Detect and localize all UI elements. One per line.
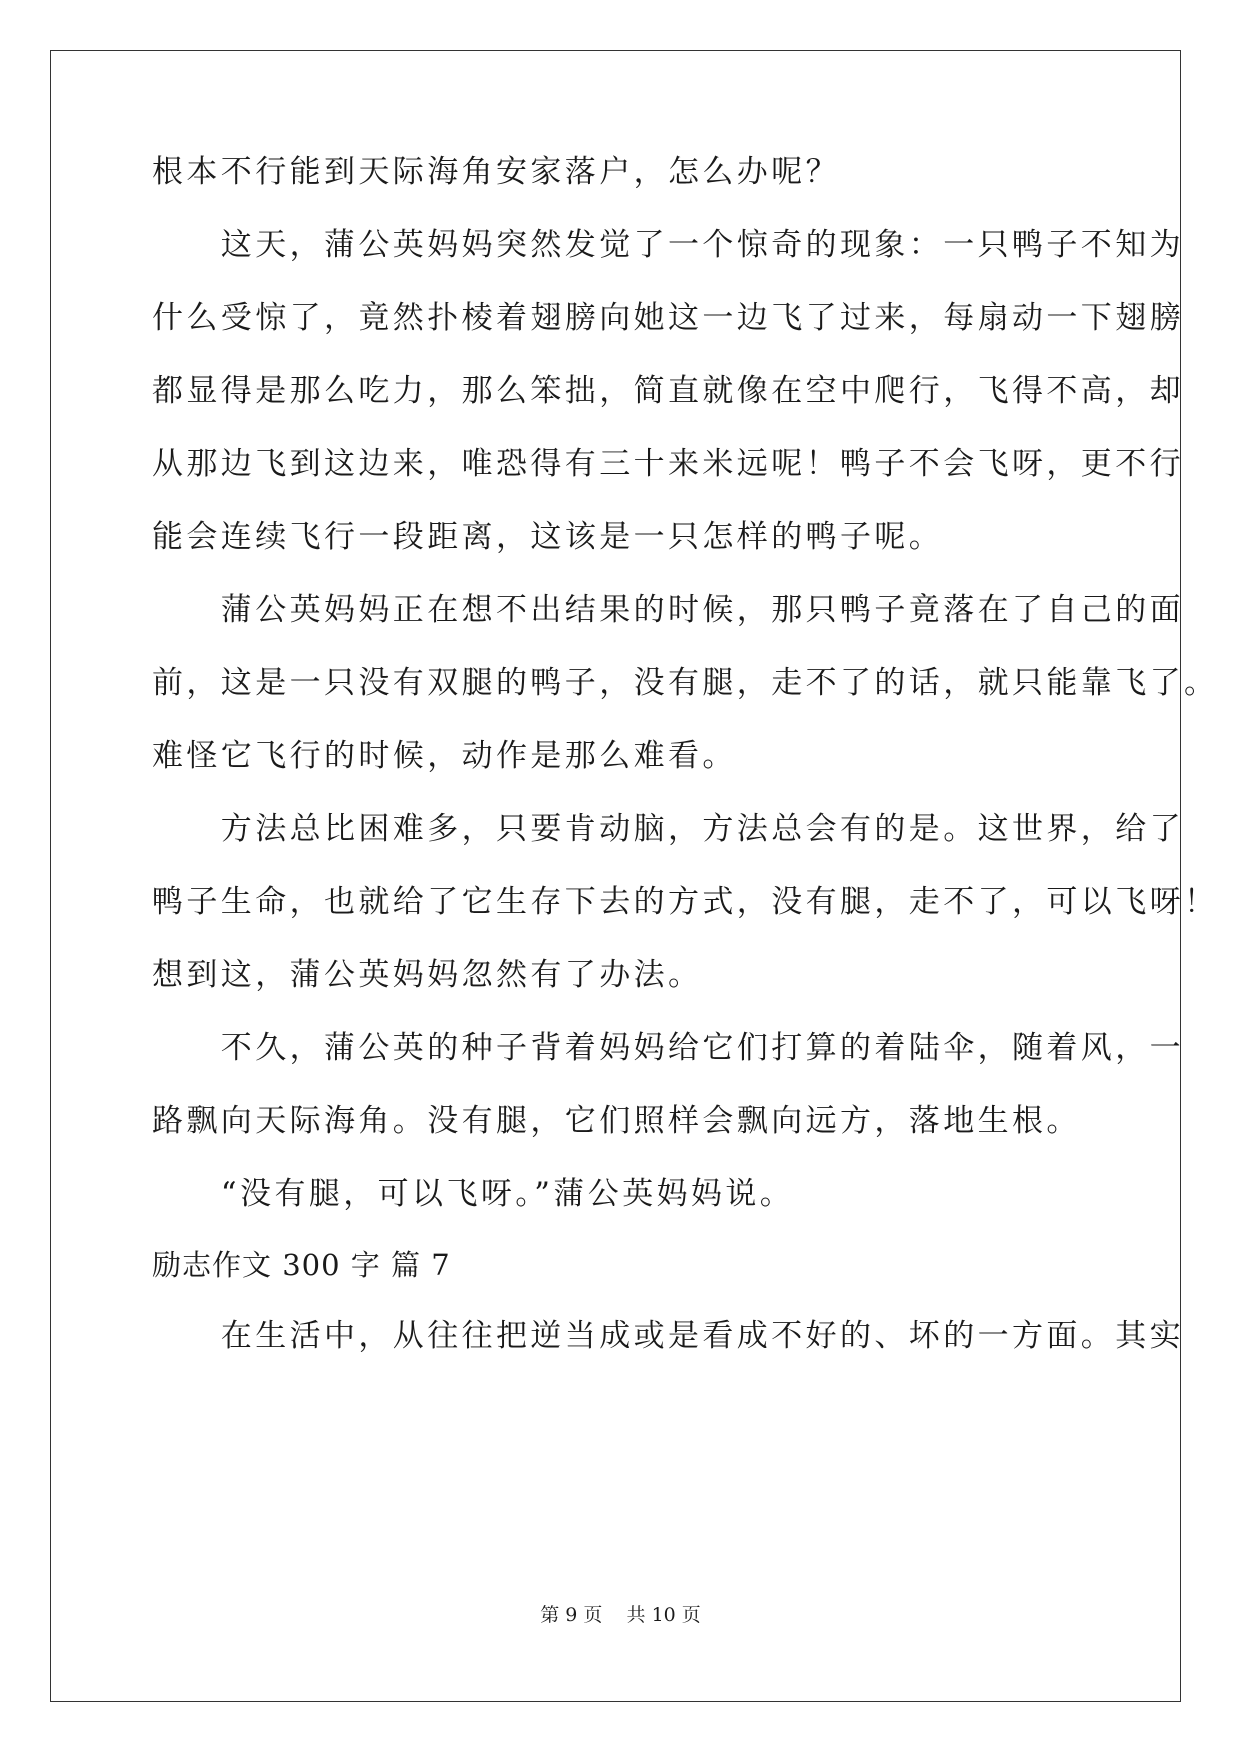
- paragraph-line: 前，这是一只没有双腿的鸭子，没有腿，走不了的话，就只能靠飞了。: [152, 665, 1219, 701]
- paragraph-line: 根本不行能到天际海角安家落户，怎么办呢？: [152, 154, 840, 190]
- page-footer: 第 9 页 共 10 页: [540, 1604, 701, 1626]
- paragraph-line: 能会连续飞行一段距离，这该是一只怎样的鸭子呢。: [152, 519, 944, 555]
- paragraph-line: 难怪它飞行的时候，动作是那么难看。: [152, 738, 737, 774]
- paragraph-line: 路飘向天际海角。没有腿，它们照样会飘向远方，落地生根。: [152, 1103, 1081, 1139]
- paragraph-line: 在生活中，从往往把逆当成或是看成不好的、坏的一方面。其实: [152, 1318, 1184, 1354]
- paragraph-line: 不久，蒲公英的种子背着妈妈给它们打算的着陆伞，随着风，一: [152, 1030, 1184, 1066]
- paragraph-line: 都显得是那么吃力，那么笨拙，简直就像在空中爬行，飞得不高，却: [152, 373, 1184, 409]
- paragraph-line: “没有腿，可以飞呀。”蒲公英妈妈说。: [152, 1176, 795, 1212]
- paragraph-line: 蒲公英妈妈正在想不出结果的时候，那只鸭子竟落在了自己的面: [152, 592, 1184, 628]
- paragraph-line: 鸭子生命，也就给了它生存下去的方式，没有腿，走不了，可以飞呀！: [152, 884, 1219, 920]
- paragraph-line: 想到这，蒲公英妈妈忽然有了办法。: [152, 957, 703, 993]
- section-heading: 励志作文 300 字 篇 7: [152, 1248, 451, 1282]
- paragraph-line: 从那边飞到这边来，唯恐得有三十来米远呢！鸭子不会飞呀，更不行: [152, 446, 1184, 482]
- paragraph-line: 什么受惊了，竟然扑棱着翅膀向她这一边飞了过来，每扇动一下翅膀: [152, 300, 1184, 336]
- paragraph-line: 方法总比困难多，只要肯动脑，方法总会有的是。这世界，给了: [152, 811, 1184, 847]
- paragraph-line: 这天，蒲公英妈妈突然发觉了一个惊奇的现象：一只鸭子不知为: [152, 227, 1184, 263]
